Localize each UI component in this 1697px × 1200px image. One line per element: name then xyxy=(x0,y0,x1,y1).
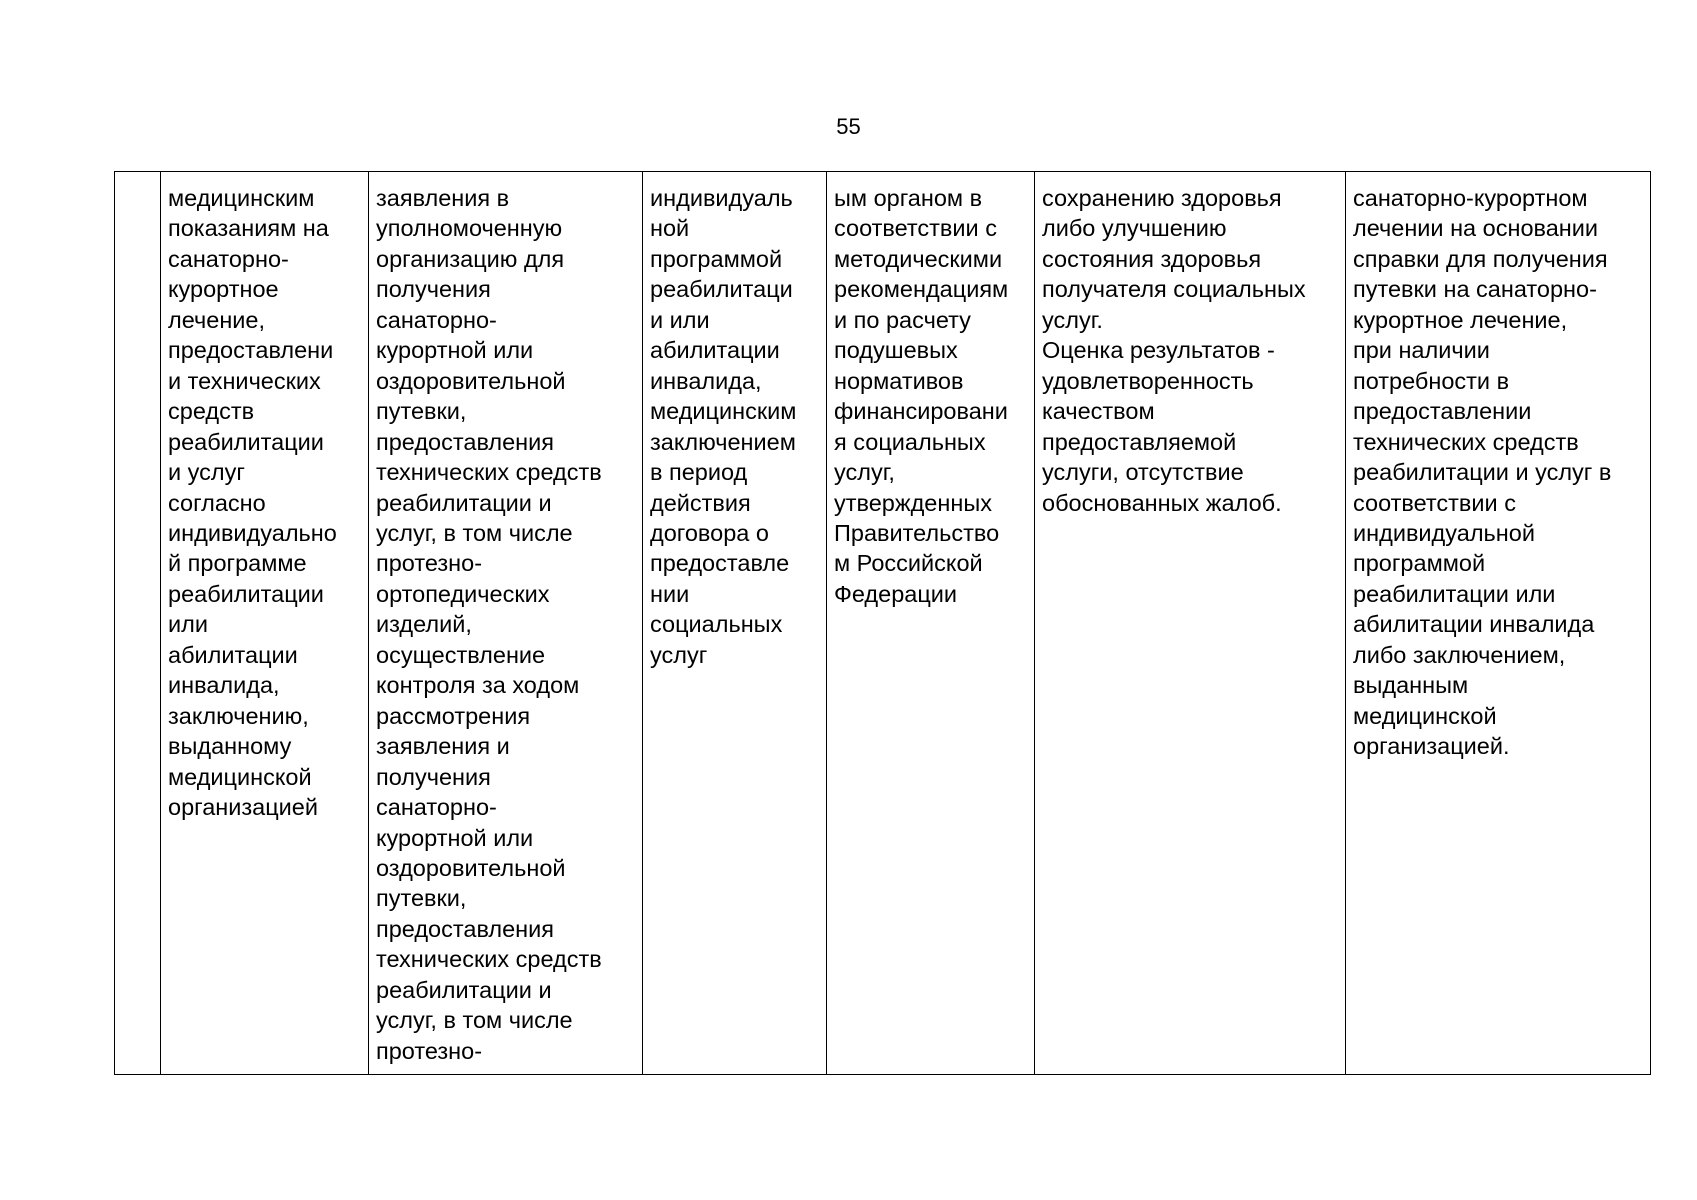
cell-line: подушевых xyxy=(834,337,958,364)
cell-line: справки для получения xyxy=(1353,245,1608,272)
cell-line: программой xyxy=(650,245,783,272)
cell-line: санаторно- xyxy=(376,794,497,821)
cell-line: программой xyxy=(1353,550,1486,577)
cell-line: ым органом в xyxy=(834,185,983,211)
term-cell xyxy=(643,172,827,1075)
cell-line: соответствии с xyxy=(834,215,997,242)
cell-line: санаторно-курортном xyxy=(1353,185,1588,211)
cell-line: оздоровительной xyxy=(376,367,566,394)
row-number-cell xyxy=(115,172,161,1075)
cell-line: либо заключением, xyxy=(1353,641,1566,668)
cell-line: курортной или xyxy=(376,824,534,851)
cell-line: состояния здоровья xyxy=(1042,245,1262,272)
cell-line: нии xyxy=(650,580,690,607)
cell-line: заключением xyxy=(650,428,796,455)
cell-line: м Российской xyxy=(834,550,983,577)
cell-line: организацией. xyxy=(1353,733,1510,760)
cell-line: нормативов xyxy=(834,367,964,394)
cell-line: заявления в xyxy=(376,185,510,211)
cell-line: или xyxy=(168,611,208,638)
cell-line: получения xyxy=(376,763,491,790)
cell-line: предоставле xyxy=(650,550,790,577)
cell-line: выданному xyxy=(168,733,292,760)
cell-line: реабилитации xyxy=(168,580,324,607)
cell-line: рассмотрения xyxy=(376,702,531,729)
cell-line: утвержденных xyxy=(834,489,992,516)
cell-line: технических средств xyxy=(1353,428,1579,455)
cell-line: абилитации xyxy=(168,641,298,668)
cell-line: либо улучшению xyxy=(1042,215,1227,242)
cell-line: методическими xyxy=(834,245,1003,272)
cell-line: уполномоченную xyxy=(376,215,563,242)
cell-line: и по расчету xyxy=(834,306,971,333)
cell-line: ортопедических xyxy=(376,580,550,607)
cell-line: реабилитации или xyxy=(1353,580,1556,607)
cell-line: организацию для xyxy=(376,245,565,272)
cell-line: при наличии xyxy=(1353,337,1490,364)
cell-line: лечение, xyxy=(168,306,266,333)
cell-line: социальных xyxy=(650,611,783,638)
quality-indicators-cell xyxy=(1035,172,1346,1075)
cell-line: услуг, xyxy=(834,459,895,486)
cell-line: лечении на основании xyxy=(1353,215,1599,242)
cell-line: медицинской xyxy=(168,763,312,790)
cell-line: индивидуально xyxy=(168,519,337,546)
cell-line: соответствии с xyxy=(1353,489,1516,516)
cell-line: реабилитации и xyxy=(376,976,552,1003)
cell-line: показаниям на xyxy=(168,215,329,242)
table-row xyxy=(115,172,1651,1075)
service-scope-cell xyxy=(369,172,643,1075)
cell-line: предоставления xyxy=(376,915,555,942)
cell-line: путевки, xyxy=(376,398,467,425)
cell-line: согласно xyxy=(168,489,266,516)
cell-line: инвалида, xyxy=(168,672,280,699)
cell-line: сохранению здоровья xyxy=(1042,185,1282,211)
indications-cell xyxy=(161,172,369,1075)
cell-line: удовлетворенность xyxy=(1042,367,1254,394)
cell-line: оздоровительной xyxy=(376,854,566,881)
cell-line: действия xyxy=(650,489,751,516)
cell-line: курортное лечение, xyxy=(1353,306,1568,333)
cell-line: медицинским xyxy=(650,398,797,425)
cell-line: услуг. xyxy=(1042,306,1103,333)
cell-line: протезно- xyxy=(376,550,483,577)
cell-line: я социальных xyxy=(834,428,986,455)
cell-line: путевки на санаторно- xyxy=(1353,276,1597,303)
cell-line: и технических xyxy=(168,367,321,394)
cell-line: заключению, xyxy=(168,702,309,729)
cell-line: потребности в xyxy=(1353,367,1510,394)
cell-line: и услуг xyxy=(168,459,245,486)
cell-line: услуг, в том числе xyxy=(376,1007,573,1034)
page-number: 55 xyxy=(836,114,861,139)
cell-line: осуществление xyxy=(376,641,546,668)
cell-line: курортное xyxy=(168,276,279,303)
cell-line: индивидуальной xyxy=(1353,519,1535,546)
cell-line: технических средств xyxy=(376,946,602,973)
cell-line: услуг xyxy=(650,641,708,668)
cell-line: предоставляемой xyxy=(1042,428,1237,455)
cell-line: договора о xyxy=(650,519,769,546)
cell-line: санаторно- xyxy=(376,306,497,333)
tariff-cell xyxy=(827,172,1035,1075)
services-table xyxy=(114,171,1651,1075)
cell-line: курортной или xyxy=(376,337,534,364)
cell-line: абилитации xyxy=(650,337,780,364)
cell-line: услуг, в том числе xyxy=(376,519,573,546)
cell-line: протезно- xyxy=(376,1037,483,1064)
cell-line: санаторно- xyxy=(168,245,289,272)
cell-line: в период xyxy=(650,459,748,486)
cell-line: услуги, отсутствие xyxy=(1042,459,1244,486)
cell-line: реабилитации xyxy=(168,428,324,455)
cell-line: финансировани xyxy=(834,398,1008,425)
conditions-cell xyxy=(1346,172,1651,1075)
cell-line: индивидуаль xyxy=(650,185,793,211)
cell-line: рекомендациям xyxy=(834,276,1009,303)
cell-line: Правительство xyxy=(834,519,1000,546)
cell-line: абилитации инвалида xyxy=(1353,611,1595,638)
cell-line: предоставлени xyxy=(168,337,334,364)
cell-line: технических средств xyxy=(376,459,602,486)
cell-line: изделий, xyxy=(376,611,472,638)
cell-line: Оценка результатов - xyxy=(1042,337,1275,364)
cell-line: средств xyxy=(168,398,255,425)
cell-line: выданным xyxy=(1353,672,1469,699)
cell-line: качеством xyxy=(1042,398,1155,425)
cell-line: получения xyxy=(376,276,491,303)
cell-line: реабилитации и xyxy=(376,489,552,516)
cell-line: реабилитации и услуг в xyxy=(1353,459,1612,486)
cell-line: контроля за ходом xyxy=(376,672,580,699)
cell-line: обоснованных жалоб. xyxy=(1042,489,1282,516)
cell-line: и или xyxy=(650,306,710,333)
cell-line: ной xyxy=(650,215,690,242)
cell-line: медицинской xyxy=(1353,702,1497,729)
cell-line: Федерации xyxy=(834,580,958,607)
cell-line: инвалида, xyxy=(650,367,762,394)
cell-line: организацией xyxy=(168,794,318,821)
cell-line: получателя социальных xyxy=(1042,276,1306,303)
cell-line: путевки, xyxy=(376,885,467,912)
cell-line: реабилитаци xyxy=(650,276,793,303)
cell-line: предоставления xyxy=(376,428,555,455)
cell-line: предоставлении xyxy=(1353,398,1532,425)
cell-line: заявления и xyxy=(376,733,510,760)
cell-line: медицинским xyxy=(168,185,315,211)
cell-line: й программе xyxy=(168,550,307,577)
